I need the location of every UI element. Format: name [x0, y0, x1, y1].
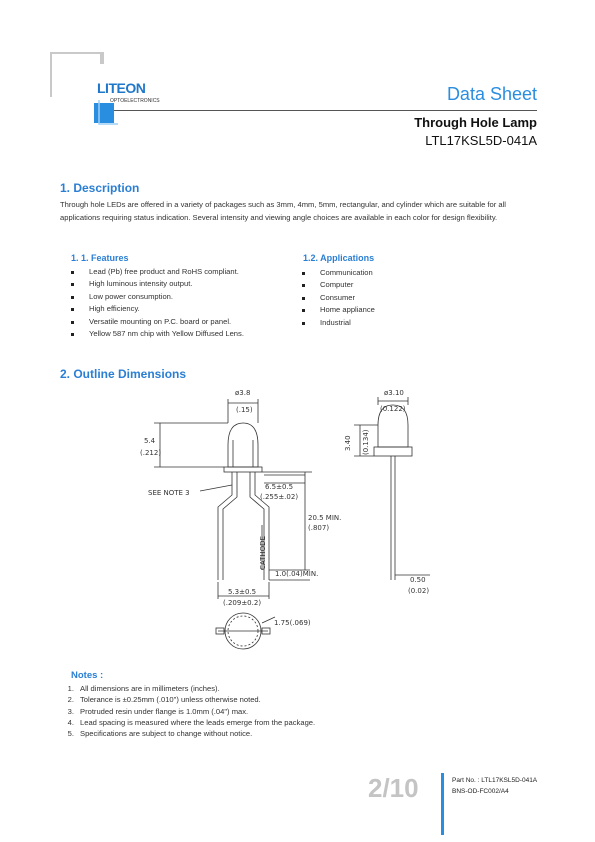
notes-title: Notes : [71, 670, 104, 681]
description-body: Through hole LEDs are offered in a variety of packages such as 3mm, 4mm, 5mm, rectangular, and cylinder which are suitable for all applications requiring status indication. Several intensity and viewing angle choices are available in each color for design flexibility. [60, 200, 506, 222]
description-title: 1. Description [60, 181, 140, 195]
header-rule [114, 110, 537, 111]
footer-part-no: Part No. : LTL17KSL5D-041A [452, 777, 538, 784]
applications-title: 1.2. Applications [303, 253, 375, 263]
page-number: 2/10 [368, 773, 419, 803]
dim-spacing-in: (.209±0.2) [223, 599, 262, 607]
list-item: High efficiency. [69, 303, 299, 315]
dim-dia-mm: ø3.8 [235, 389, 251, 397]
dim-side-dia-in: (0.122) [380, 405, 406, 413]
dim-dia-in: (.15) [236, 406, 253, 414]
dim-side-dia-mm: ø3.10 [384, 389, 404, 397]
dim-lead-len: 20.5 MIN. [308, 514, 342, 522]
dim-flange-mm: 6.5±0.5 [265, 483, 294, 491]
cathode-label: CATHODE [259, 536, 267, 570]
list-item: 2. Tolerance is ±0.25mm (.010") unless otherwise noted. [67, 695, 261, 705]
list-item: Industrial [300, 317, 450, 329]
footer-bar [441, 773, 444, 835]
doc-type: Data Sheet [446, 84, 537, 104]
list-item: High luminous intensity output. [69, 278, 299, 290]
list-item: 5. Specifications are subject to change without notice. [67, 729, 253, 739]
dim-lead-space: 1.0(.04)MIN. [275, 570, 319, 578]
list-item: 1. All dimensions are in millimeters (inches). [67, 684, 220, 693]
see-note-label: SEE NOTE 3 [148, 489, 190, 497]
dim-lead-w-in: (0.02) [408, 587, 430, 595]
dim-spacing-mm: 5.3±0.5 [228, 588, 257, 596]
outline-title: 2. Outline Dimensions [60, 367, 187, 381]
list-item: Versatile mounting on P.C. board or panel. [69, 316, 299, 328]
dim-flange-in: (.255±.02) [260, 493, 299, 501]
dim-h-mm: 5.4 [144, 437, 156, 445]
features-title: 1. 1. Features [71, 253, 129, 263]
list-item: Yellow 587 nm chip with Yellow Diffused Lens. [69, 328, 299, 340]
footer-doc-code: BNS-OD-FC002/A4 [452, 788, 509, 795]
list-item: 4. Lead spacing is measured where the leads emerge from the package. [67, 717, 316, 727]
features-list [69, 266, 299, 340]
list-item: 3. Protruded resin under flange is 1.0mm (.04") max. [67, 706, 249, 716]
logo-subtext: OPTOELECTRONICS [110, 98, 160, 104]
outline-drawing [140, 385, 460, 655]
applications-list [300, 267, 450, 329]
list-item: Communication [300, 267, 450, 279]
list-item: Low power consumption. [69, 291, 299, 303]
dim-side-h-in: (0.134) [362, 429, 370, 455]
list-item: Consumer [300, 292, 450, 304]
dim-lead-len-in: (.807) [308, 524, 330, 532]
dim-bottom: 1.75(.069) [274, 619, 311, 627]
logo-text: LITEON [97, 80, 146, 96]
dim-h-in: (.212) [140, 449, 162, 457]
dim-lead-w-mm: 0.50 [410, 576, 426, 584]
list-item: Home appliance [300, 304, 450, 316]
list-item: Computer [300, 279, 450, 291]
part-number: LTL17KSL5D-041A [425, 133, 537, 148]
dim-side-h-mm: 3.40 [344, 435, 352, 451]
list-item: Lead (Pb) free product and RoHS compliant. [69, 266, 299, 278]
notes-list [60, 683, 500, 739]
product-type: Through Hole Lamp [414, 115, 537, 130]
